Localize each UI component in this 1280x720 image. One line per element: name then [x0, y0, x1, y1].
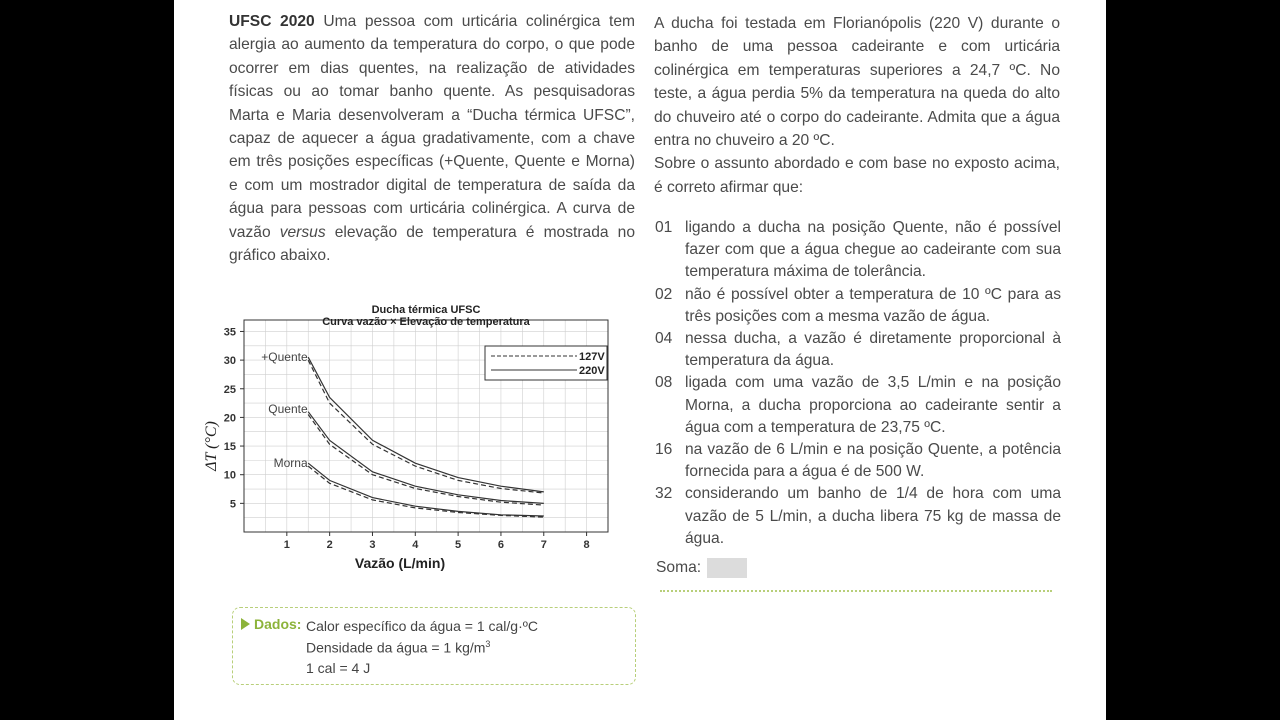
x-tick-label: 2: [326, 539, 333, 551]
option-text: não é possível obter a temperatura de 10 ºC para as três posições com a mesma vazão de água.: [685, 285, 1061, 325]
exam-page: [174, 0, 1106, 720]
x-tick-label: 4: [412, 539, 419, 551]
series-line-quente-127v: [308, 415, 544, 506]
option-number: 16: [655, 441, 673, 459]
option-02[interactable]: [655, 284, 1061, 328]
y-tick-label: 30: [223, 355, 236, 368]
option-text: na vazão de 6 L/min e na posição Quente, a potência fornecida para a água é de 500 W.: [685, 441, 1061, 481]
y-tick-label: 10: [223, 469, 236, 482]
y-tick-label: 15: [223, 441, 236, 454]
chart-title: Ducha térmica UFSC: [371, 304, 481, 316]
chart-subtitle: Curva vazão × Elevação de temperatura: [322, 316, 530, 328]
y-tick-label: 25: [223, 383, 236, 396]
curve-label: Morna: [273, 456, 308, 471]
dados-box: [232, 607, 636, 685]
context-paragraph-2: Sobre o assunto abordado e com base no exposto acima, é correto afirmar que:: [654, 155, 1060, 196]
option-text: considerando um banho de 1/4 de hora com uma vazão de 5 L/min, a ducha libera 75 kg de massa de água.: [685, 485, 1061, 547]
dados-density-exponent: 3: [485, 639, 491, 649]
soma-row: [656, 558, 747, 578]
curve-label: Quente: [268, 401, 308, 416]
versus-word: versus: [279, 223, 326, 241]
dotted-divider: [660, 590, 1052, 592]
question-intro: [229, 10, 635, 267]
option-08[interactable]: [655, 372, 1061, 439]
dados-label: [241, 616, 301, 632]
x-axis-label: Vazão (L/min): [354, 555, 446, 571]
option-01[interactable]: [655, 217, 1061, 284]
dados-label-text: Dados:: [254, 616, 302, 632]
y-tick-label: 5: [229, 498, 236, 511]
option-text: nessa ducha, a vazão é diretamente proporcional à temperatura da água.: [685, 330, 1061, 370]
dados-specific-heat: Calor específico da água = 1 cal/g·ºC: [306, 618, 538, 634]
y-axis-label: ΔT (°C): [203, 421, 220, 471]
dados-density: [306, 639, 490, 656]
x-tick-label: 6: [497, 539, 505, 551]
soma-answer-box[interactable]: [707, 558, 747, 578]
dados-calorie: 1 cal = 4 J: [306, 660, 371, 676]
intro-text-2: elevação de temperatura é mostrada no gráfico abaixo.: [229, 223, 635, 265]
y-tick-label: 35: [223, 326, 236, 339]
intro-text-1: Uma pessoa com urticária colinérgica tem alergia ao aumento da temperatura do corpo, o que pode ocorrer em dias quentes, na realização de atividades físicas ou ao tomar banho quente. As pesquisadoras Marta e Maria desenvolveram a “Ducha térmica UFSC”, capaz de aquecer a água gradativamente, com a chave em três posições específicas (+Quente, Quente e Morna) e com um mostrador digital de temperatura de saída da água para pessoas com urticária colinérgica. A curva de vazão: [229, 13, 635, 241]
option-text: ligada com uma vazão de 3,5 L/min e na posição Morna, a ducha proporciona ao cadeirante sentir a água com a temperatura de 23,75 ºC.: [685, 374, 1061, 436]
option-number: 08: [655, 374, 673, 392]
option-number: 02: [655, 285, 673, 303]
context-paragraph-1: A ducha foi testada em Florianópolis (220 V) durante o banho de uma pessoa cadeirante e com urticária colinérgica em temperaturas superiores a 24,7 ºC. No teste, a água perdia 5% da temperatura na queda do alto do chuveiro até o corpo do cadeirante. Admita que a água entra no chuveiro a 20 ºC.: [654, 15, 1060, 150]
option-32[interactable]: [655, 483, 1061, 550]
answer-options: [655, 217, 1061, 550]
x-tick-label: 5: [455, 539, 462, 551]
option-number: 32: [655, 485, 673, 503]
x-tick-label: 1: [283, 539, 290, 551]
triangle-icon: [241, 618, 250, 630]
question-source: UFSC 2020: [229, 13, 315, 30]
option-text: ligando a ducha na posição Quente, não é possível fazer com que a água chegue ao cadeirante com sua temperatura máxima de tolerância.: [685, 219, 1061, 281]
x-tick-label: 7: [540, 539, 547, 551]
y-tick-label: 20: [223, 412, 236, 425]
option-number: 04: [655, 330, 673, 348]
curve-label: +Quente: [261, 350, 308, 365]
x-tick-label: 3: [369, 539, 376, 551]
option-16[interactable]: [655, 439, 1061, 483]
soma-label: Soma:: [656, 559, 702, 576]
legend-label-220v: 220V: [579, 365, 605, 377]
series-line-morna-127v: [308, 466, 544, 517]
option-number: 01: [655, 219, 673, 236]
dados-density-text: Densidade da água = 1 kg/m: [306, 639, 486, 656]
question-context: [654, 12, 1060, 199]
option-04[interactable]: [655, 328, 1061, 372]
flow-temperature-chart: [203, 300, 610, 580]
x-tick-label: 8: [583, 539, 590, 551]
legend-label-127v: 127V: [579, 351, 605, 363]
